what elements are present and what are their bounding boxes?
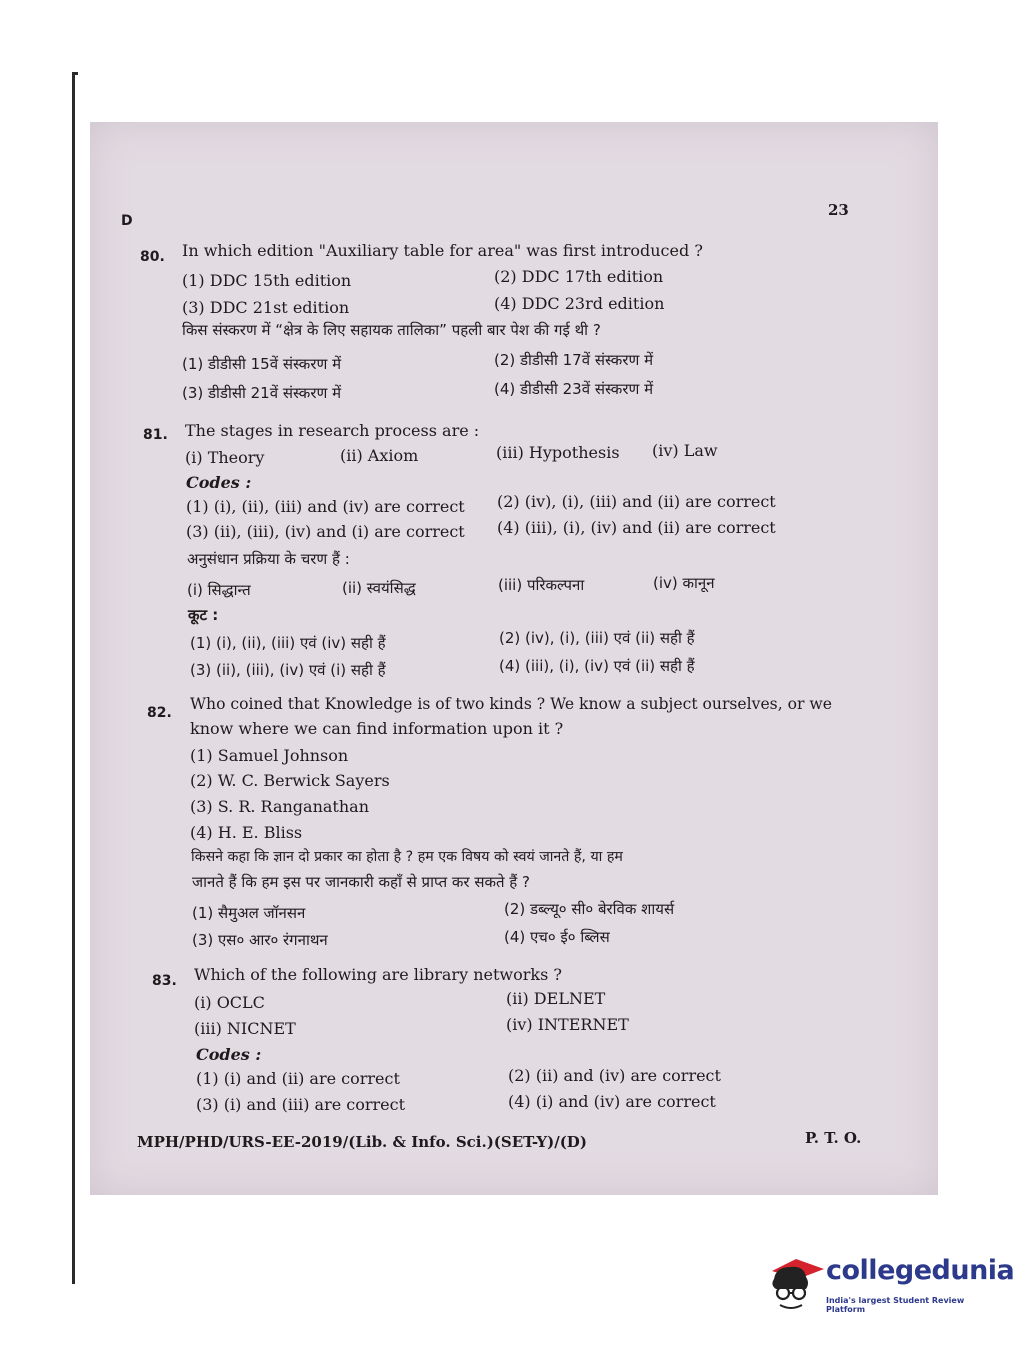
item-ii-hi: (ii) स्वयंसिद्ध [342,579,416,597]
item-ii-en: (ii) Axiom [340,446,419,465]
option-4-en: (4) H. E. Bliss [190,823,303,842]
item-iii-en: (iii) Hypothesis [496,443,620,462]
set-letter: D [121,213,133,229]
option-1-en: (1) DDC 15th edition [182,271,352,290]
option-4-hi: (4) (iii), (i), (iv) एवं (ii) सही हैं [499,657,695,675]
question-text-hi: किस संस्करण में “क्षेत्र के लिए सहायक तालिका” पहली बार पेश की गई थी ? [182,321,601,339]
page-number: 23 [828,201,849,219]
question-text-en-line1: Who coined that Knowledge is of two kinds ? We know a subject ourselves, or we [190,695,832,713]
scan-border-top [72,72,78,75]
question-number: 82. [147,705,172,721]
item-i-hi: (i) सिद्धान्त [187,581,251,599]
option-2-en: (2) DDC 17th edition [494,267,664,286]
codes-label-en: Codes : [196,1045,262,1064]
item-iii-en: (iii) NICNET [194,1019,296,1038]
codes-label-hi: कूट : [188,606,219,624]
codes-label-en: Codes : [186,473,252,492]
option-2-hi: (2) डीडीसी 17वें संस्करण में [494,351,654,369]
collegedunia-logo [766,1249,1015,1319]
question-text-hi-line2: जानते हैं कि हम इस पर जानकारी कहाँ से प्राप्त कर सकते हैं ? [192,873,530,891]
question-text-en-line2: know where we can find information upon it ? [190,719,564,738]
option-1-hi: (1) डीडीसी 15वें संस्करण में [182,355,342,373]
question-text-en: In which edition "Auxiliary table for area" was first introduced ? [182,241,703,260]
question-text-hi: अनुसंधान प्रक्रिया के चरण हैं : [187,550,350,568]
question-number: 81. [143,427,168,443]
student-mascot-icon [766,1249,826,1319]
option-4-hi: (4) एच० ई० ब्लिस [504,928,610,946]
question-number: 83. [152,973,177,989]
item-iv-hi: (iv) कानून [653,574,715,592]
option-2-hi: (2) डब्ल्यू० सी० बेरविक शायर्स [504,900,675,918]
scan-border [72,72,75,1284]
item-i-en: (i) OCLC [194,993,265,1012]
option-4-en: (4) (iii), (i), (iv) and (ii) are correct [497,518,776,537]
option-1-hi: (1) सैमुअल जॉनसन [192,904,306,922]
item-i-en: (i) Theory [185,448,265,467]
item-iii-hi: (iii) परिकल्पना [498,576,585,594]
item-ii-en: (ii) DELNET [506,989,606,1008]
option-1-hi: (1) (i), (ii), (iii) एवं (iv) सही हैं [190,634,386,652]
option-1-en: (1) (i), (ii), (iii) and (iv) are correct [186,497,465,516]
logo-tagline: India's largest Student Review Platform [826,1296,965,1314]
option-2-en: (2) (ii) and (iv) are correct [508,1066,721,1085]
logo-name: collegedunia [826,1255,1015,1286]
pto-label: P. T. O. [805,1129,862,1147]
item-iv-en: (iv) INTERNET [506,1015,629,1034]
option-2-en: (2) W. C. Berwick Sayers [190,771,390,790]
option-3-en: (3) DDC 21st edition [182,298,350,317]
question-text-en: Which of the following are library networks ? [194,965,562,984]
option-2-en: (2) (iv), (i), (iii) and (ii) are correct [497,492,776,511]
option-4-en: (4) (i) and (iv) are correct [508,1092,716,1111]
paper-code: MPH/PHD/URS-EE-2019/(Lib. & Info. Sci.)(SET-Y)/(D) [137,1133,587,1151]
item-iv-en: (iv) Law [652,441,718,460]
question-text-hi-line1: किसने कहा कि ज्ञान दो प्रकार का होता है ? हम एक विषय को स्वयं जानते हैं, या हम [191,849,623,865]
question-text-en: The stages in research process are : [185,421,480,440]
option-3-en: (3) (ii), (iii), (iv) and (i) are correct [186,522,465,541]
option-3-hi: (3) (ii), (iii), (iv) एवं (i) सही हैं [190,661,386,679]
option-4-en: (4) DDC 23rd edition [494,294,665,313]
option-3-hi: (3) डीडीसी 21वें संस्करण में [182,384,342,402]
option-1-en: (1) Samuel Johnson [190,746,349,765]
option-1-en: (1) (i) and (ii) are correct [196,1069,400,1088]
question-number: 80. [140,249,165,265]
option-3-en: (3) (i) and (iii) are correct [196,1095,406,1114]
option-4-hi: (4) डीडीसी 23वें संस्करण में [494,380,654,398]
option-2-hi: (2) (iv), (i), (iii) एवं (ii) सही हैं [499,629,695,647]
option-3-en: (3) S. R. Ranganathan [190,797,369,816]
option-3-hi: (3) एस० आर० रंगनाथन [192,931,328,949]
